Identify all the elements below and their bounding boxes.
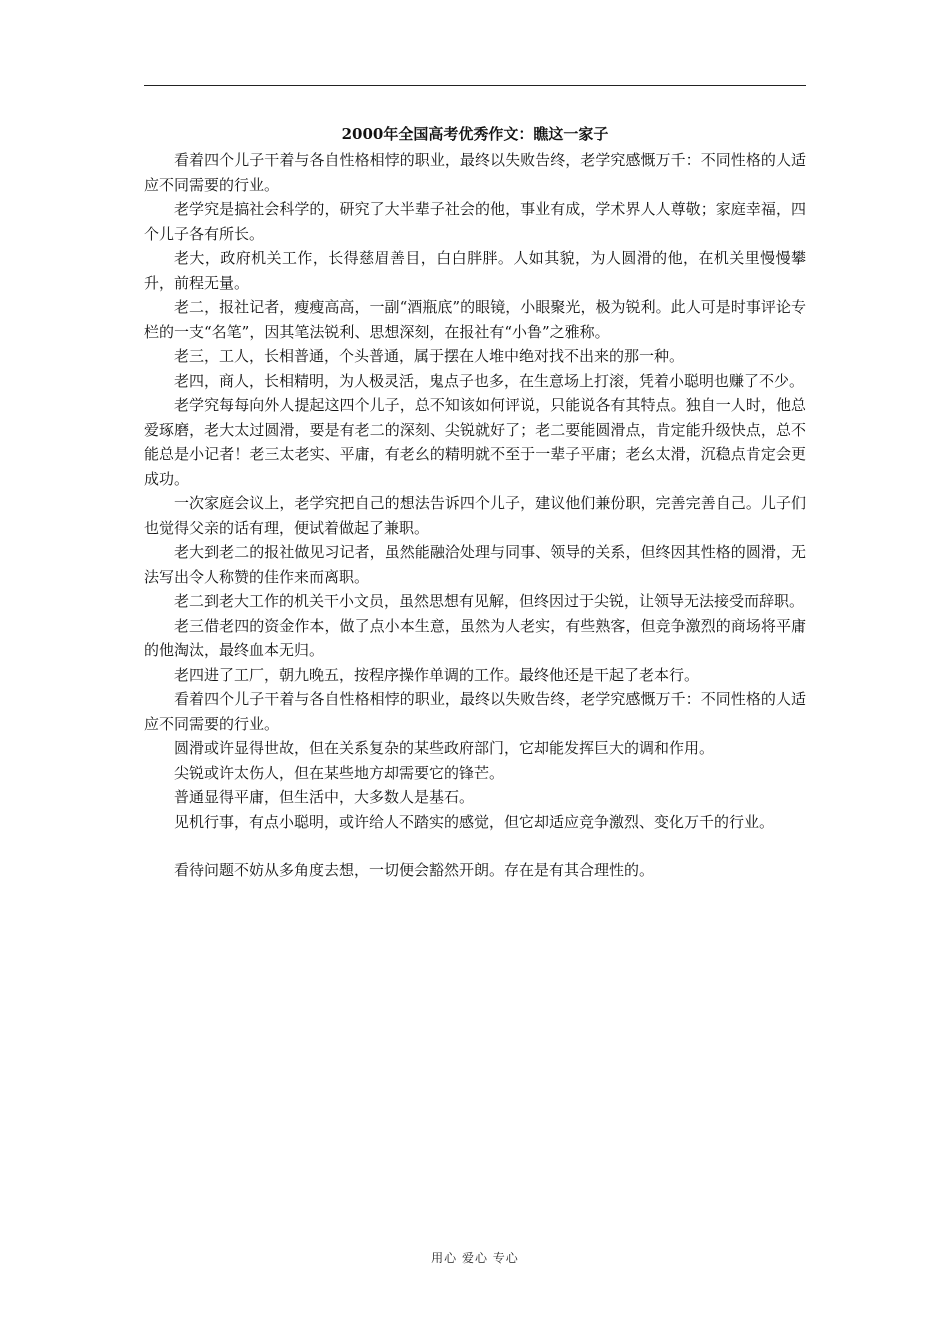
paragraph: 看着四个儿子干着与各自性格相悖的职业，最终以失败告终，老学究感慨万千：不同性格的人适应不同需要的行业。 bbox=[144, 151, 806, 194]
paragraph: 老二到老大工作的机关干小文员，虽然思想有见解，但终因过于尖锐，让领导无法接受而辞职。 bbox=[174, 592, 805, 610]
paragraph: 老三，工人，长相普通，个头普通，属于摆在人堆中绝对找不出来的那一种。 bbox=[174, 347, 685, 365]
paragraph: 见机行事，有点小聪明，或许给人不踏实的感觉，但它却适应竞争激烈、变化万千的行业。 bbox=[174, 812, 775, 831]
paragraph: 一次家庭会议上，老学究把自己的想法告诉四个儿子，建议他们兼份职，完善完善自己。儿子们也觉得父亲的话有理，便试着做起了兼职。 bbox=[144, 494, 806, 537]
paragraph: 老二，报社记者，瘦瘦高高，一副“酒瓶底”的眼镜，小眼聚光，极为锐利。此人可是时事评论专栏的一支“名笔”，因其笔法锐利、思想深刻，在报社有“小鲁”之雅称。 bbox=[144, 298, 806, 341]
paragraph: 老四进了工厂，朝九晚五，按程序操作单调的工作。最终他还是干起了老本行。 bbox=[174, 665, 700, 684]
paragraph: 老四，商人，长相精明，为人极灵活，鬼点子也多，在生意场上打滚，凭着小聪明也赚了不少。 bbox=[174, 371, 805, 390]
paragraph: 尖锐或许太伤人，但在某些地方却需要它的锋芒。 bbox=[174, 763, 505, 782]
paragraph: 老三借老四的资金作本，做了点小本生意，虽然为人老实，有些熟客，但竞争激烈的商场将平庸的他淘汰，最终血本无归。 bbox=[144, 616, 806, 659]
document-title: 2000年全国高考优秀作文：瞧这一家子 bbox=[341, 125, 609, 143]
paragraph: 圆滑或许显得世故，但在关系复杂的某些政府部门，它却能发挥巨大的调和作用。 bbox=[174, 739, 715, 757]
closing-paragraph: 看待问题不妨从多角度去想，一切便会豁然开朗。存在是有其合理性的。 bbox=[174, 861, 655, 879]
paragraph: 老大，政府机关工作，长得慈眉善目，白白胖胖。人如其貌，为人圆滑的他，在机关里慢慢攀升，前程无量。 bbox=[144, 249, 806, 292]
paragraph: 老学究是搞社会科学的，研究了大半辈子社会的他，事业有成，学术界人人尊敬；家庭幸福，四个儿子各有所长。 bbox=[144, 200, 806, 243]
paragraph-gap bbox=[144, 834, 806, 858]
page-footer: 用心 爱心 专心 bbox=[431, 1251, 519, 1265]
paragraph: 看着四个儿子干着与各自性格相悖的职业，最终以失败告终，老学究感慨万千：不同性格的人适应不同需要的行业。 bbox=[144, 690, 806, 733]
document-body bbox=[144, 124, 806, 883]
paragraph: 普通显得平庸，但生活中，大多数人是基石。 bbox=[174, 788, 475, 806]
paragraph: 老学究每每向外人提起这四个儿子，总不知该如何评说，只能说各有其特点。独自一人时，他总爱琢磨，老大太过圆滑，要是有老二的深刻、尖锐就好了；老二要能圆滑点，肯定能升级快点，总不能总是小记者！老三太老实、平庸，有老幺的精明就不至于一辈子平庸；老幺太滑，沉稳点肯定会更成功。 bbox=[144, 396, 806, 488]
header-rule bbox=[144, 85, 806, 86]
paragraph: 老大到老二的报社做见习记者，虽然能融洽处理与同事、领导的关系，但终因其性格的圆滑，无法写出令人称赞的佳作来而离职。 bbox=[144, 543, 806, 586]
